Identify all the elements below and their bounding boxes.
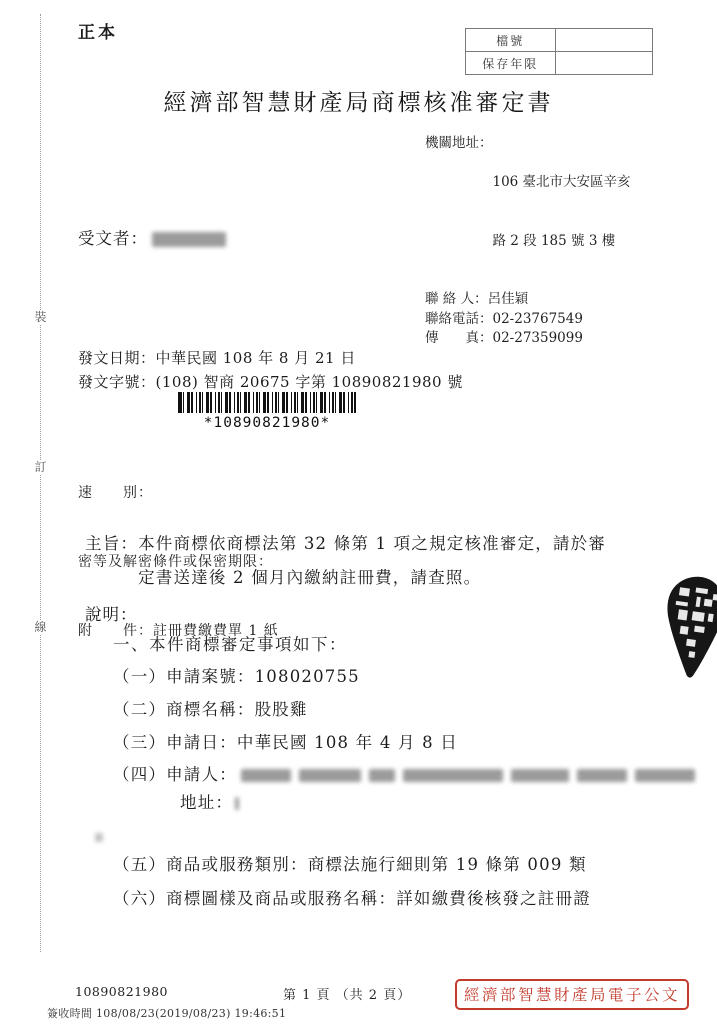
fax-label: 傳 真： xyxy=(425,330,493,346)
contact-person-value: 呂佳穎 xyxy=(487,291,529,307)
file-number-box xyxy=(465,28,653,75)
agency-address-label: 機關地址： xyxy=(425,135,493,151)
contact-phone-row xyxy=(425,310,631,330)
faint-redaction-mark xyxy=(95,833,103,842)
electronic-document-stamp: 經濟部智慧財產局電子公文 xyxy=(455,979,689,1010)
footer-received-time: 簽收時間 108/08/23(2019/08/23) 19:46:51 xyxy=(47,1007,287,1020)
binding-char-zhuang: 裝 xyxy=(34,310,47,324)
footer-document-number: 10890821980 xyxy=(75,984,168,999)
binding-margin-dotted-line xyxy=(40,14,41,952)
secrecy-line: 密等及解密條件或保密期限： xyxy=(78,554,273,570)
retention-period-value xyxy=(555,52,652,75)
attachment-line: 附 件：註冊費繳費單 1 紙 xyxy=(78,623,279,639)
copy-type-label: 正本 xyxy=(78,23,118,43)
item-trademark-name: （二）商標名稱：股股雞 xyxy=(113,700,308,719)
footer-page-indicator: 第 1 頁 （共 2 頁） xyxy=(283,988,412,1003)
dispatch-number-line: 發文字號：(108) 智商 20675 字第 10890821980 號 xyxy=(78,372,463,391)
fax-value: 02-27359099 xyxy=(492,330,583,346)
recipient-row xyxy=(78,225,226,249)
applicant-address-line: 地址： xyxy=(180,789,239,813)
binding-char-xian: 線 xyxy=(34,620,47,634)
item-goods-class: （五）商品或服務類別：商標法施行細則第 19 條第 009 類 xyxy=(113,855,587,874)
contact-person-label: 聯 絡 人： xyxy=(425,291,488,307)
retention-period-label: 保存年限 xyxy=(466,52,556,75)
item-application-date: （三）申請日：中華民國 108 年 4 月 8 日 xyxy=(113,733,458,752)
file-number-label: 檔號 xyxy=(466,29,556,52)
address-redacted xyxy=(235,797,239,810)
contact-phone-label: 聯絡電話： xyxy=(425,310,493,327)
dispatch-date-line: 發文日期：中華民國 108 年 8 月 21 日 xyxy=(78,349,356,367)
binding-char-ding: 訂 xyxy=(34,460,47,474)
subject-block xyxy=(85,535,606,595)
recipient-redacted-name xyxy=(152,232,226,247)
official-seal-stamp xyxy=(643,570,717,678)
explanation-intro: 一、本件商標審定事項如下： xyxy=(113,635,347,654)
fax-row xyxy=(425,329,631,349)
item-trademark-specimen: （六）商標圖樣及商品或服務名稱：詳如繳費後核發之註冊證 xyxy=(113,889,591,908)
item-application-number: （一）申請案號：108020755 xyxy=(113,667,360,686)
contact-person-row xyxy=(425,290,631,310)
dispatch-block xyxy=(78,347,463,394)
recipient-label: 受文者： xyxy=(78,229,148,248)
barcode xyxy=(178,392,356,413)
agency-address-value: 106 臺北市大安區辛亥 路 2 段 185 號 3 樓 xyxy=(492,174,631,249)
applicant-redacted-info xyxy=(241,769,695,782)
item-applicant: （四）申請人： xyxy=(113,761,695,785)
agency-address-row xyxy=(425,134,631,290)
subject-text: 本件商標依商標法第 32 條第 1 項之規定核准審定，請於審 定書送達後 2 個月內繳納註冊費，請查照。 xyxy=(138,534,607,587)
file-number-value xyxy=(555,29,652,52)
explanation-heading: 說明： xyxy=(85,605,138,624)
barcode-text: *10890821980* xyxy=(203,415,331,431)
document-title: 經濟部智慧財產局商標核准審定書 xyxy=(163,90,554,116)
contact-phone-value: 02-23767549 xyxy=(492,310,583,327)
agency-contact-block xyxy=(425,134,631,349)
subject-label: 主旨： xyxy=(85,534,139,553)
speed-class-line: 速 別： xyxy=(78,485,153,501)
